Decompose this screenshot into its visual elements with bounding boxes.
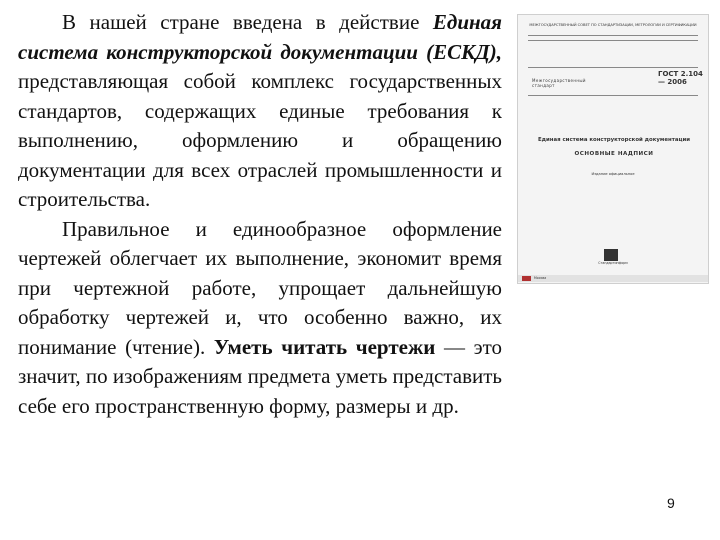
thumbnail-edition: Издание официальное	[591, 172, 635, 176]
publisher-logo-icon	[604, 249, 618, 261]
thumbnail-subtitle: ОСНОВНЫЕ НАДПИСИ	[574, 151, 654, 157]
paragraph-rest: представляющая собой комплекс государственных стандартов, содержащих единые требования к выполнению, оформлению и обращению документации для всех отраслей промышленности и строительства.	[18, 69, 502, 211]
paragraph-eskd	[18, 8, 502, 215]
thumbnail-gost-number: ГОСТ 2.104— 2006	[658, 70, 703, 86]
main-text	[18, 8, 502, 421]
read-drawings-term: Уметь читать чертежи	[213, 334, 436, 359]
thumbnail-divider	[528, 67, 698, 68]
eskd-term: Единая система конструкторской документации (ЕСКД),	[18, 10, 503, 64]
paragraph-drawings	[18, 215, 502, 422]
thumbnail-publisher: Стандартинформ	[598, 261, 628, 265]
thumbnail-header: МЕЖГОСУДАРСТВЕННЫЙ СОВЕТ ПО СТАНДАРТИЗАЦИИ, МЕТРОЛОГИИ И СЕРТИФИКАЦИИ	[529, 23, 697, 27]
thumbnail-footer	[518, 275, 708, 282]
paragraph-drawings-end: — это значит, по изображениям предмета уметь представить себе его пространственную форму, размеры и др.	[18, 334, 502, 418]
page-number: 9	[667, 495, 675, 511]
thumbnail-divider	[528, 35, 698, 36]
thumbnail-footer-text: Москва	[534, 276, 547, 280]
footer-mark-icon	[522, 276, 531, 281]
paragraph-drawings-text: Правильное и единообразное оформление чертежей облегчает их выполнение, экономит время при чертежной работе, упрощает дальнейшую обработку чертежей и, что особенно важно, их понимание (чтение).	[18, 216, 502, 359]
gost-document-thumbnail	[517, 14, 709, 284]
paragraph-intro: В нашей стране введена в действие	[62, 10, 420, 34]
thumbnail-divider	[528, 95, 698, 96]
thumbnail-standard-label: Межгосударственный стандарт	[532, 78, 586, 88]
thumbnail-divider	[528, 40, 698, 41]
thumbnail-title: Единая система конструкторской документации	[537, 137, 691, 143]
